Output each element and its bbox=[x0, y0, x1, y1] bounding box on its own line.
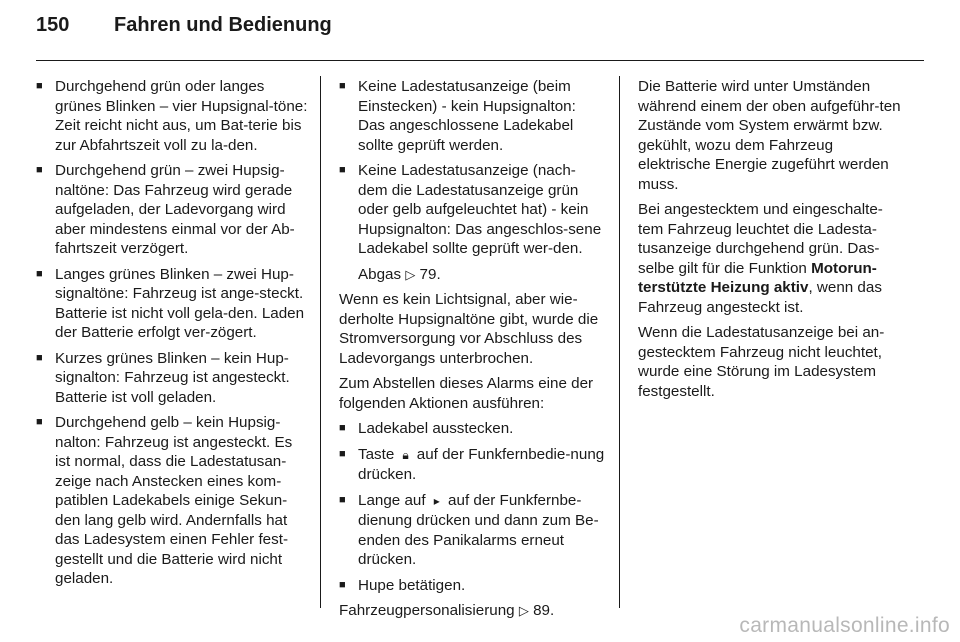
bullet-square-icon: ■ bbox=[36, 267, 43, 280]
page-number: 150 bbox=[36, 14, 70, 36]
list-item: ■ Lange auf ▸ auf der Funkfernbe-dienung drücken und dann zum Be-enden des Panikalarms erneut drücken. bbox=[339, 491, 599, 568]
paragraph: Bei angestecktem und eingeschalte-tem Fahrzeug leuchtet die Ladesta-tusanzeige durchgehend grün. Das-selbe gilt für die Funktion Motorun-terstützte Heizung aktiv, wenn das Fahrzeug angesteckt ist. bbox=[638, 201, 883, 316]
column-3 bbox=[638, 77, 904, 407]
watermark: carmanualsonline.info bbox=[739, 614, 950, 637]
list-item: ■ Hupe betätigen. bbox=[339, 576, 466, 594]
bullet-square-icon: ■ bbox=[339, 447, 346, 460]
list-item: ■ Kurzes grünes Blinken – kein Hup-signalton: Fahrzeug ist angesteckt. Batterie ist voll geladen. bbox=[36, 349, 290, 406]
list-item: ■ Keine Ladestatusanzeige (beim Einstecken) - kein Hupsignalton: Das angeschlossene Ladekabel sollte geprüft werden. bbox=[339, 78, 576, 154]
list-item: ■ Taste 🔒︎ auf der Funkfernbedie-nung drücken. bbox=[339, 445, 605, 483]
column-2 bbox=[339, 77, 605, 627]
horn-icon: ▸ bbox=[433, 493, 440, 508]
reference-link[interactable]: 79. bbox=[419, 265, 441, 283]
bullet-square-icon: ■ bbox=[36, 80, 43, 92]
function-name: Motorun-terstützte Heizung aktiv bbox=[638, 259, 877, 296]
reference-link[interactable]: 89. bbox=[533, 602, 555, 619]
list-item: ■ Keine Ladestatusanzeige (nach-dem die Ladestatusanzeige grün oder gelb aufgeleuchtet hat) - kein Hupsignalton: Das angeschlos-sene Ladekabel sollte geprüft wer-den. bbox=[339, 162, 602, 257]
paragraph: Wenn die Ladestatusanzeige bei an-gestecktem Fahrzeug nicht leuchtet, wurde eine Störung im Ladesystem festgestellt. bbox=[638, 324, 885, 400]
column-divider bbox=[320, 76, 321, 608]
list-item: ■ Ladekabel ausstecken. bbox=[339, 420, 514, 437]
list-item: ■ Langes grünes Blinken – zwei Hup-signaltöne: Fahrzeug ist ange-steckt. Batterie ist nicht voll gela-den. Laden der Batterie erfolgt ver-zögert. bbox=[36, 265, 305, 341]
bullet-square-icon: ■ bbox=[339, 164, 346, 176]
list-item: ■ Durchgehend grün oder langes grünes Blinken – vier Hupsignal-töne: Zeit reicht nicht aus, um Bat-terie bis zur Abfahrtszeit voll zu la-den. bbox=[36, 78, 308, 154]
cross-reference: Fahrzeugpersonalisierung ▷ 89. bbox=[339, 602, 555, 619]
bullet-square-icon: ■ bbox=[339, 578, 346, 591]
paragraph: Zum Abstellen dieses Alarms eine der folgenden Aktionen ausführen: bbox=[339, 375, 594, 412]
bullet-square-icon: ■ bbox=[339, 80, 346, 92]
column-divider bbox=[619, 76, 620, 608]
page-title: Fahren und Bedienung bbox=[114, 14, 332, 36]
bullet-square-icon: ■ bbox=[36, 351, 43, 364]
bullet-square-icon: ■ bbox=[36, 164, 43, 176]
list-item: ■ Durchgehend gelb – kein Hupsig-nalton: Fahrzeug ist angesteckt. Es ist normal, dass die Ladestatusan-zeige nach Anstecken eines kom-patiblen Ladekabels einige Sekun-den lang gelb wird. Andernfalls hat das Ladesystem einen Fehler fest-gestellt und die Batterie wird nicht geladen. bbox=[36, 414, 293, 587]
bullet-square-icon: ■ bbox=[339, 493, 346, 506]
paragraph: Wenn es kein Lichtsignal, aber wie-derholte Hupsignaltöne gibt, wurde die Stromversorgung vor Abschluss des Ladevorgangs unterbrochen. bbox=[339, 291, 599, 367]
page-reference-icon: ▷ bbox=[518, 603, 529, 618]
paragraph: Die Batterie wird unter Umständen während einem der oben aufgeführ-ten Zustände vom System erwärmt bzw. gekühlt, wozu dem Fahrzeug elektrische Energie zugeführt werden muss. bbox=[638, 78, 901, 193]
lock-icon: 🔒︎ bbox=[402, 447, 409, 462]
header-rule bbox=[36, 60, 924, 61]
cross-reference: Abgas ▷ 79. bbox=[358, 265, 441, 283]
bullet-square-icon: ■ bbox=[36, 416, 43, 428]
page-header bbox=[36, 14, 332, 44]
column-1 bbox=[36, 77, 308, 595]
bullet-square-icon: ■ bbox=[339, 422, 346, 434]
list-item: ■ Durchgehend grün – zwei Hupsig-naltöne: Das Fahrzeug wird gerade aufgeladen, der Ladevorgang wird aber mindestens einmal vor der Ab-fahrtszeit verzögert. bbox=[36, 162, 295, 257]
page-reference-icon: ▷ bbox=[405, 266, 416, 282]
